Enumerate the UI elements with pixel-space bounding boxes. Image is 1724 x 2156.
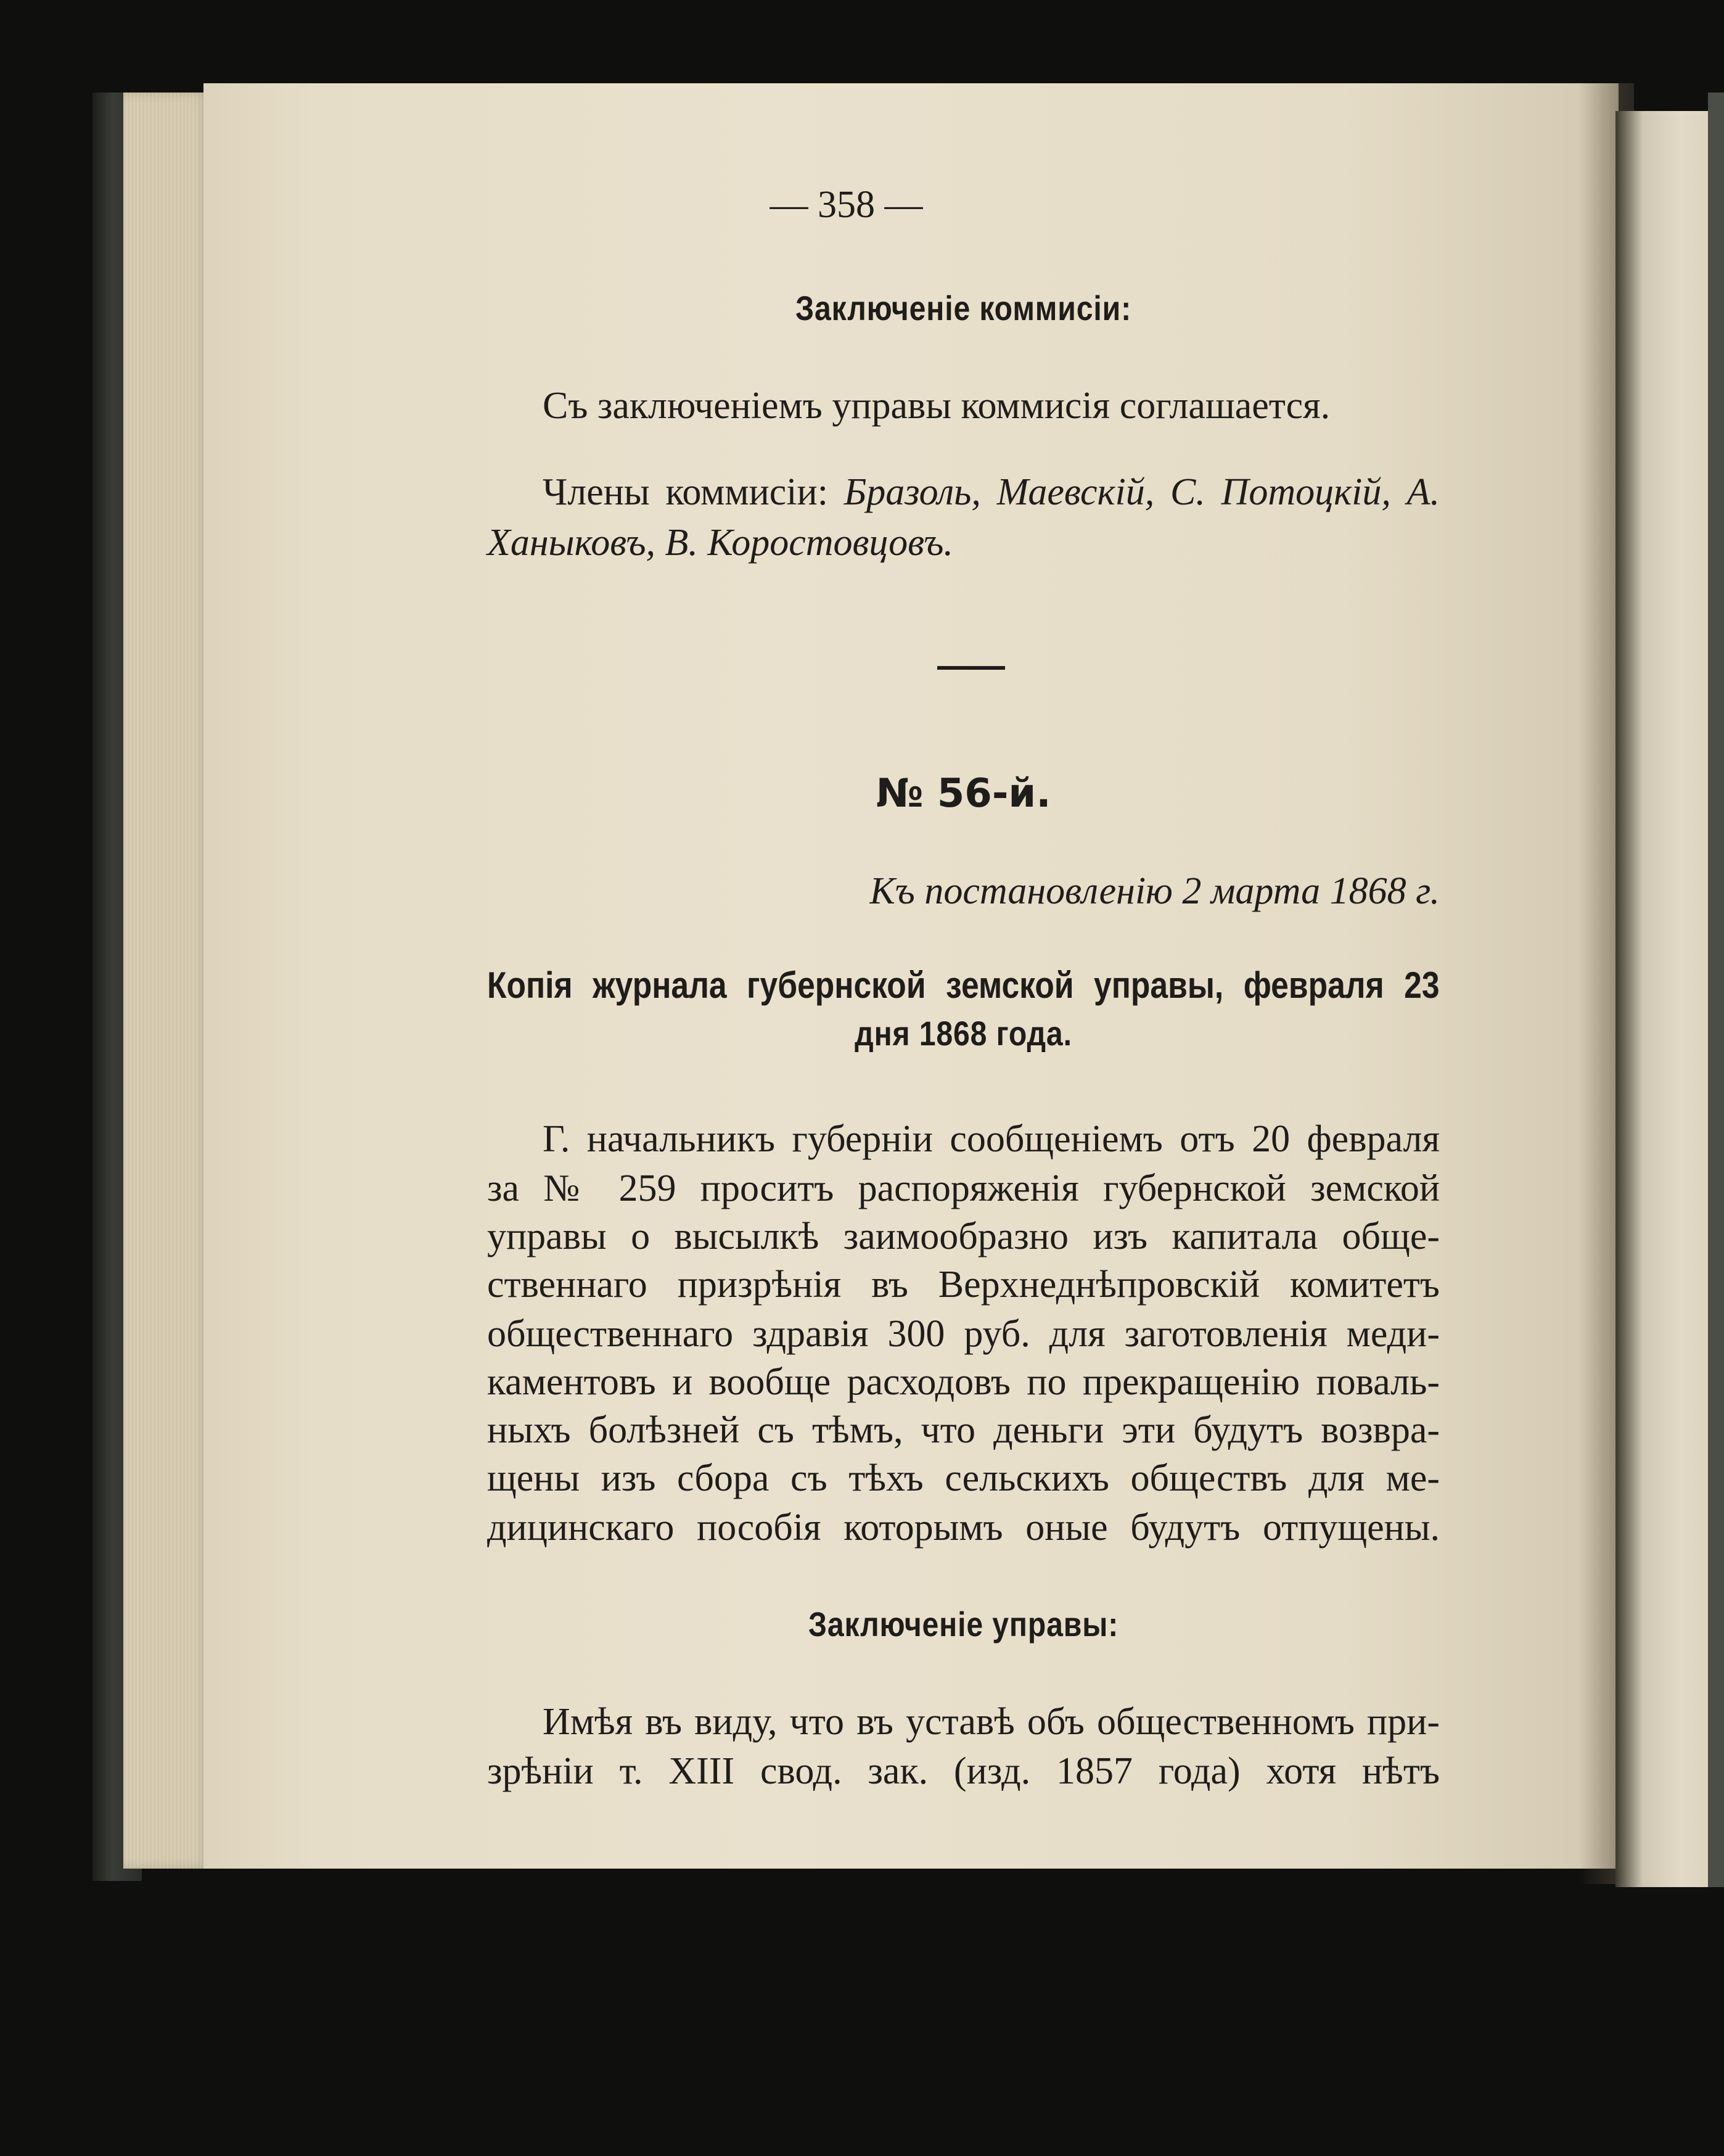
section-divider: [937, 666, 1005, 670]
body-line-9: дицинскаго пособія которымъ оные будутъ отпущены.: [487, 1507, 1440, 1549]
commission-text: Съ заключеніемъ управы коммисія соглашается.: [543, 385, 1331, 427]
item-number: № 56-й.: [876, 771, 1051, 817]
resolution-reference: Къ постановленію 2 марта 1868 г.: [869, 870, 1440, 912]
board-heading: Заключеніе управы:: [808, 1605, 1119, 1644]
body-line-3: управы о высылкѣ заимообразно изъ капитала обще-: [487, 1216, 1440, 1257]
body-line-8: щены изъ сбора съ тѣхъ сельскихъ обществъ для ме-: [487, 1457, 1440, 1499]
closing-line-1: Имѣя въ виду, что въ уставѣ объ общественномъ при-: [543, 1701, 1440, 1743]
page-edges: [123, 93, 210, 1869]
journal-title-line-1: Копія журнала губернской земской управы, февраля 23: [487, 965, 1440, 1006]
body-line-6: каментовъ и вообще расходовъ по прекращенію поваль-: [487, 1361, 1440, 1403]
book-cover-right: [1708, 93, 1724, 1887]
body-line-7: ныхъ болѣзней съ тѣмъ, что деньги эти будутъ возвра-: [487, 1409, 1440, 1451]
commission-heading: Заключеніе коммисіи:: [795, 289, 1132, 327]
members-prefix: Члены коммисіи:: [543, 471, 844, 513]
body-line-4: ственнаго призрѣнія въ Верхнеднѣпровскій комитетъ: [487, 1264, 1440, 1306]
body-line-1: Г. начальникъ губерніи сообщеніемъ отъ 20 февраля: [543, 1118, 1440, 1160]
page-number: — 358 —: [770, 184, 923, 226]
body-line-2: за № 259 проситъ распоряженія губернской земской: [487, 1167, 1440, 1209]
members-line-1: [487, 467, 1440, 517]
closing-line-2: зрѣніи т. XIII свод. зак. (изд. 1857 года) хотя нѣтъ: [487, 1750, 1440, 1792]
body-line-5: общественнаго здравія 300 руб. для заготовленія меди-: [487, 1313, 1440, 1355]
journal-title-line-2: дня 1868 года.: [855, 1014, 1072, 1053]
members-names-1: Бразоль, Маевскій, С. Потоцкій, А.: [844, 471, 1440, 513]
members-line-2: Ханыковъ, В. Коростовцовъ.: [487, 522, 953, 564]
